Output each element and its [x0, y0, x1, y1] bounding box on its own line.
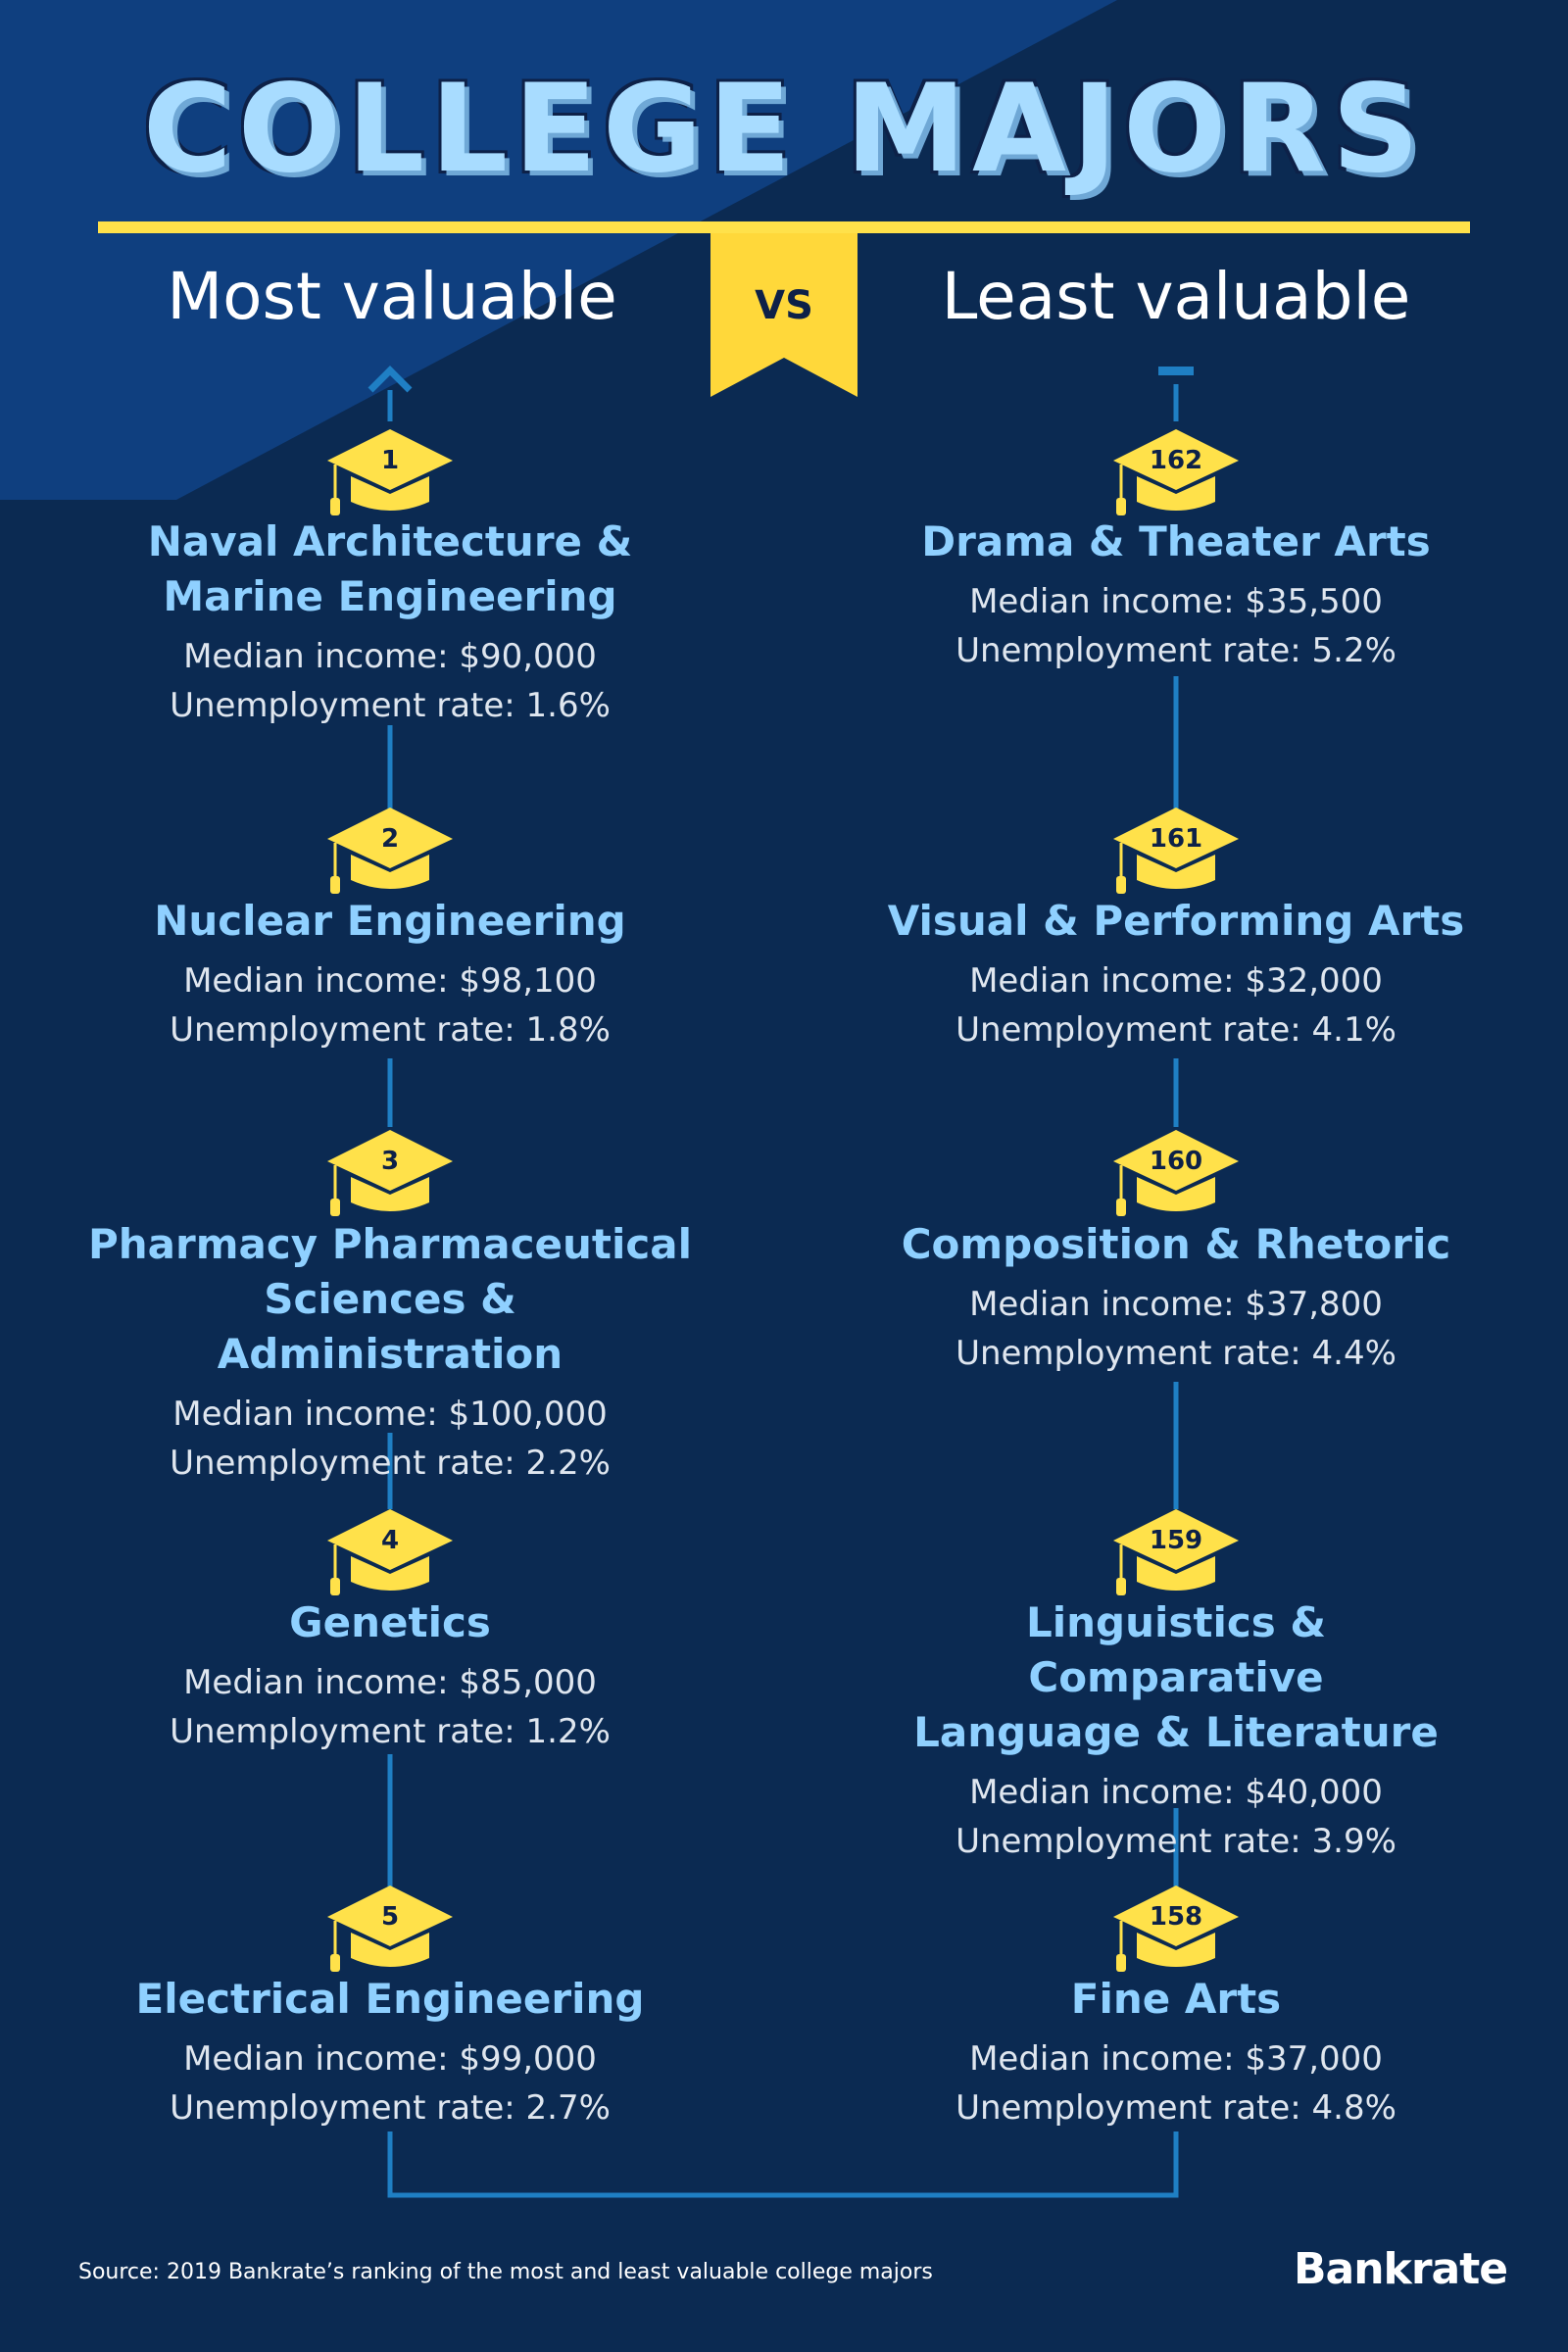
graduation-cap-icon [1107, 1130, 1245, 1228]
rank-number: 1 [380, 446, 400, 475]
major-name: Genetics [289, 1598, 491, 1646]
cap-tassel [330, 1954, 340, 1972]
cap-tassel [1116, 1199, 1126, 1216]
major-entry-162 [872, 514, 1480, 675]
major-entry-158 [872, 1972, 1480, 2132]
major-entry-160 [872, 1217, 1480, 1378]
unemployment-rate: Unemployment rate: 2.2% [170, 1444, 611, 1483]
most-valuable-heading: Most valuable [167, 259, 617, 334]
rank-number: 162 [1149, 446, 1203, 475]
rank-badge [321, 1509, 459, 1607]
graduation-cap-icon [321, 808, 459, 906]
unemployment-rate: Unemployment rate: 1.8% [170, 1010, 611, 1050]
unemployment-rate: Unemployment rate: 4.4% [956, 1334, 1396, 1373]
unemployment-rate: Unemployment rate: 1.2% [170, 1712, 611, 1751]
graduation-cap-icon [321, 1130, 459, 1228]
bankrate-logo: Bankrate [1294, 2244, 1508, 2294]
page-title: COLLEGE MAJORS [142, 59, 1426, 200]
median-income: Median income: $90,000 [183, 637, 597, 676]
unemployment-rate: Unemployment rate: 5.2% [956, 631, 1396, 670]
title-divider [98, 221, 1470, 233]
rank-number: 161 [1149, 824, 1203, 854]
unemployment-rate: Unemployment rate: 4.1% [956, 1010, 1396, 1050]
median-income: Median income: $40,000 [969, 1773, 1383, 1812]
major-name: Linguistics & Comparative [1025, 1598, 1327, 1701]
rank-number: 4 [380, 1526, 400, 1555]
median-income: Median income: $37,000 [969, 2039, 1383, 2079]
rank-badge [1107, 1509, 1245, 1607]
rank-number: 2 [380, 824, 400, 854]
median-income: Median income: $99,000 [183, 2039, 597, 2079]
cap-tassel [330, 1199, 340, 1216]
major-name: Composition & Rhetoric [901, 1220, 1451, 1268]
unemployment-rate: Unemployment rate: 3.9% [956, 1822, 1396, 1861]
rank-badge [321, 429, 459, 527]
rank-number: 158 [1149, 1902, 1203, 1932]
major-name: Visual & Performing Arts [887, 897, 1465, 945]
major-entry-3 [86, 1217, 694, 1488]
cap-tassel [1116, 1578, 1126, 1595]
major-name: Electrical Engineering [135, 1975, 645, 2023]
major-name: Pharmacy Pharmaceutical [88, 1220, 692, 1268]
major-entry-1 [86, 514, 694, 730]
median-income: Median income: $37,800 [969, 1285, 1383, 1324]
major-name: Fine Arts [1070, 1975, 1282, 2023]
cap-tassel [1116, 876, 1126, 894]
graduation-cap-icon [1107, 1509, 1245, 1607]
graduation-cap-icon [321, 1509, 459, 1607]
minus-icon [1158, 367, 1194, 375]
graduation-cap-icon [321, 429, 459, 527]
rank-badge [321, 1130, 459, 1228]
cap-tassel [1116, 1954, 1126, 1972]
median-income: Median income: $35,500 [969, 582, 1383, 621]
rank-badge [1107, 429, 1245, 527]
unemployment-rate: Unemployment rate: 1.6% [170, 686, 611, 725]
major-name: Marine Engineering [163, 572, 617, 620]
cap-tassel [330, 876, 340, 894]
major-entry-161 [872, 894, 1480, 1054]
vs-label: VS [755, 283, 813, 328]
rank-number: 3 [380, 1147, 400, 1176]
major-entry-4 [86, 1595, 694, 1756]
major-entry-5 [86, 1972, 694, 2132]
source-note: Source: 2019 Bankrate’s ranking of the most and least valuable college majors [78, 2260, 933, 2284]
rank-badge [1107, 1130, 1245, 1228]
median-income: Median income: $85,000 [183, 1663, 597, 1702]
rank-badge [1107, 1886, 1245, 1984]
major-name: Drama & Theater Arts [921, 517, 1431, 565]
median-income: Median income: $32,000 [969, 961, 1383, 1001]
unemployment-rate: Unemployment rate: 2.7% [170, 2088, 611, 2128]
least-valuable-heading: Least valuable [941, 259, 1411, 334]
graduation-cap-icon [1107, 1886, 1245, 1984]
rank-number: 159 [1149, 1526, 1203, 1555]
cap-tassel [330, 498, 340, 515]
rank-number: 5 [380, 1902, 400, 1932]
median-income: Median income: $100,000 [172, 1395, 608, 1434]
cap-tassel [330, 1578, 340, 1595]
major-name: Naval Architecture & [147, 517, 633, 565]
median-income: Median income: $98,100 [183, 961, 597, 1001]
graduation-cap-icon [321, 1886, 459, 1984]
cap-tassel [1116, 498, 1126, 515]
graduation-cap-icon [1107, 808, 1245, 906]
major-entry-159 [872, 1595, 1480, 1866]
graduation-cap-icon [1107, 429, 1245, 527]
unemployment-rate: Unemployment rate: 4.8% [956, 2088, 1396, 2128]
major-name: Nuclear Engineering [154, 897, 626, 945]
rank-badge [1107, 808, 1245, 906]
rank-badge [321, 808, 459, 906]
rank-badge [321, 1886, 459, 1984]
major-name: Sciences & Administration [217, 1275, 564, 1378]
major-name: Language & Literature [913, 1708, 1439, 1756]
rank-number: 160 [1149, 1147, 1203, 1176]
major-entry-2 [86, 894, 694, 1054]
